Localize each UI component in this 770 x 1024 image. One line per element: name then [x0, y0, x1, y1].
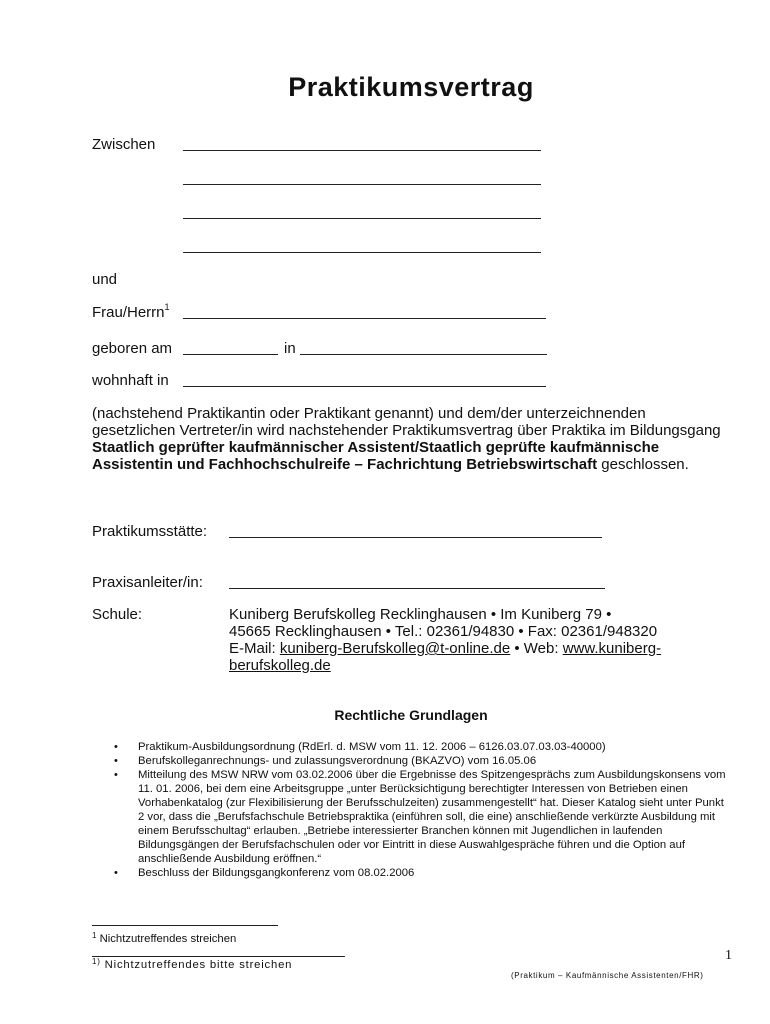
frau-herrn-text: Frau/Herrn [92, 304, 165, 321]
party-line-2[interactable] [183, 184, 541, 185]
und-label: und [92, 271, 118, 288]
footnote-1 [92, 933, 236, 945]
footnote-2-text: Nichtzutreffendes bitte streichen [104, 959, 293, 971]
legal-item: • Beschluss der Bildungsgangkonferenz vom 08.02.2006 [110, 866, 730, 880]
school-info [229, 606, 699, 674]
footnote-mark: 1 [164, 302, 170, 312]
legal-item: • Praktikum-Ausbildungsordnung (RdErl. d. MSW vom 11. 12. 2006 – 6126.03.07.03.03-40000) [110, 740, 730, 754]
praxisanleiter-label: Praxisanleiter/in: [92, 574, 203, 591]
praktikumsstaette-label: Praktikumsstätte: [92, 523, 208, 540]
zwischen-label: Zwischen [92, 136, 156, 153]
page-footer: (Praktikum – Kaufmännische Assistenten/FHR) [511, 971, 704, 980]
legal-item: • Mitteilung des MSW NRW vom 03.02.2006 über die Ergebnisse des Spitzengesprächs zum Ausbildungskonsens vom 11. 01. 2006, bei dem eine Arbeitsgruppe „unter Berücksichtigung berechtigter Interessen von Betrieben einen Vorhabenkatalog (zur Flexibilisierung der Berufsschulzeiten) zusammengestellt“ hat. Dieser Katalog sieht unter Punkt 2 vor, dass die „Berufsfachschule Betriebspraktika (einführen soll, die eine) anschließende verkürzte Ausbildung mit einem Berufsschultag“ erlauben. „Betriebe interessierter Branchen können mit Jugendlichen in laufenden Bildungsgängen der Berufsfachschulen oder vor Eintritt in diese Auswahlgespräche führen und die Option auf anschließende Ausbildung eröffnen.“ [110, 768, 730, 866]
party-line-3[interactable] [183, 218, 541, 219]
party-line-4[interactable] [183, 252, 541, 253]
legal-list [110, 740, 730, 880]
praxisanleiter-line[interactable] [229, 588, 605, 589]
residence-line[interactable] [183, 386, 546, 387]
school-address-line: Kuniberg Berufskolleg Recklinghausen • Im Kuniberg 79 • [229, 606, 612, 623]
legal-item: • Berufskolleganrechnungs- und zulassungsverordnung (BKAZVO) vom 16.05.06 [110, 754, 730, 768]
email-prefix: E-Mail: [229, 640, 280, 657]
school-web-line [229, 657, 699, 674]
in-label: in [284, 340, 296, 357]
footnote-separator [92, 925, 278, 926]
frau-herrn-label [92, 304, 170, 321]
schule-label: Schule: [92, 606, 143, 623]
footnote-1-mark: 1 [92, 931, 97, 940]
birthdate-line[interactable] [183, 354, 278, 355]
name-line[interactable] [183, 318, 546, 319]
footnote-2 [92, 959, 292, 971]
web-link[interactable]: www.kuniberg- [562, 640, 662, 657]
footnote-separator-2 [92, 956, 345, 957]
footnote-2-mark: 1) [92, 957, 101, 966]
document-title: Praktikumsvertrag [288, 72, 534, 102]
legal-heading: Rechtliche Grundlagen [334, 707, 488, 723]
intro-paragraph [92, 405, 732, 473]
wohnhaft-label: wohnhaft in [92, 372, 169, 389]
intro-program-name: Staatlich geprüfter kaufmännischer Assistent/Staatlich geprüfte kaufmännische Assistentin und Fachhochschulreife – Fachrichtung Betriebswirtschaft [92, 439, 660, 473]
intro-text-1: (nachstehend Praktikantin oder Praktikant genannt) und dem/der unterzeichnenden gesetzlichen Vertreter/in wird nachstehender Praktikumsvertrag über Praktika im Bildungsgang [92, 405, 721, 439]
school-contact-line [229, 640, 699, 657]
web-link-continued[interactable]: berufskolleg.de [229, 657, 331, 674]
praktikumsstaette-line[interactable] [229, 537, 602, 538]
page-number: 1 [725, 948, 732, 963]
intro-text-2: geschlossen. [597, 456, 689, 473]
school-phone-line: 45665 Recklinghausen • Tel.: 02361/94830 • Fax: 02361/948320 [229, 623, 658, 640]
party-line-1[interactable] [183, 150, 541, 151]
geboren-label: geboren am [92, 340, 173, 357]
footnote-1-text: Nichtzutreffendes streichen [99, 933, 237, 945]
email-link[interactable]: kuniberg-Berufskolleg@t-online.de [279, 640, 511, 657]
birthplace-line[interactable] [300, 354, 547, 355]
web-prefix: • Web: [510, 640, 563, 657]
